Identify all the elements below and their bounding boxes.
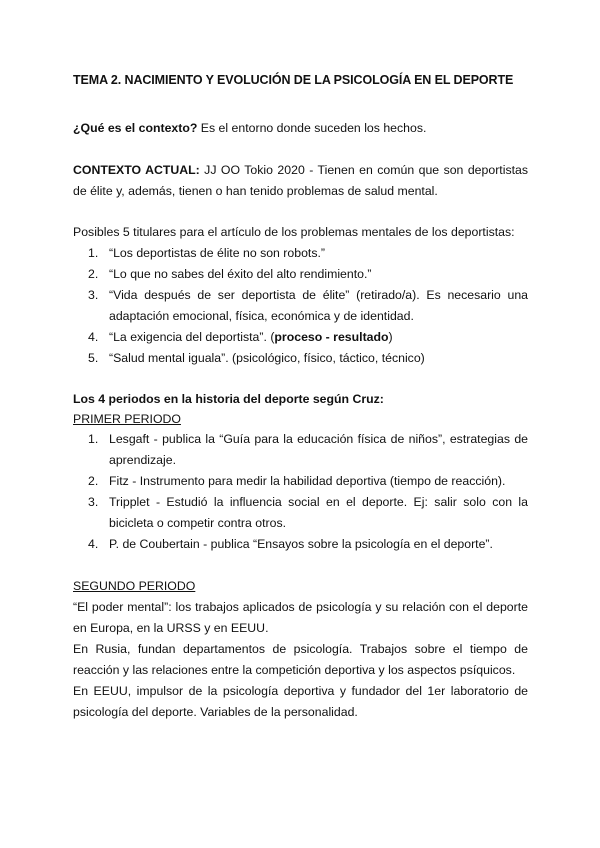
segundo-periodo-paragraph: “El poder mental”: los trabajos aplicados de psicología y su relación con el deporte en Europa, en la URSS y en EEUU. xyxy=(73,600,528,635)
list-item: 4. P. de Coubertain - publica “Ensayos sobre la psicología en el deporte”. xyxy=(88,537,493,551)
titulares-list xyxy=(73,243,528,369)
list-item: 3. Tripplet - Estudió la influencia social en el deporte. Ej: salir solo con la bicicleta o competir contra otros. xyxy=(88,495,528,530)
list-item: 4. “La exigencia del deportista”. (proceso - resultado) xyxy=(88,330,393,344)
segundo-periodo-paragraph: En EEUU, impulsor de la psicología deportiva y fundador del 1er laboratorio de psicología del deporte. Variables de la personalidad. xyxy=(73,684,528,719)
contexto-paragraph xyxy=(73,118,528,139)
periodos-heading: Los 4 periodos en la historia del deporte según Cruz: xyxy=(73,392,384,406)
primer-periodo-list xyxy=(73,429,528,555)
segundo-periodo-label: SEGUNDO PERIODO xyxy=(73,579,196,593)
list-item: 5. “Salud mental iguala”. (psicológico, físico, táctico, técnico) xyxy=(88,351,425,365)
contexto-actual-text: JJ OO Tokio 2020 - Tienen en común que son deportistas de élite y, además, tienen o han tenido problemas de salud mental. xyxy=(73,163,528,198)
list-item: 2. “Lo que no sabes del éxito del alto rendimiento.” xyxy=(88,267,372,281)
list-item: 3. “Vida después de ser deportista de élite” (retirado/a). Es necesario una adaptación emocional, física, económica y de identidad. xyxy=(88,288,528,323)
primer-periodo-label: PRIMER PERIODO xyxy=(73,412,181,426)
titulares-intro: Posibles 5 titulares para el artículo de los problemas mentales de los deportistas: xyxy=(73,225,515,239)
segundo-periodo-paragraph: En Rusia, fundan departamentos de psicología. Trabajos sobre el tiempo de reacción y las relaciones entre la competición deportiva y los aspectos psíquicos. xyxy=(73,642,528,677)
contexto-answer: Es el entorno donde suceden los hechos. xyxy=(197,121,427,135)
list-item: 1. “Los deportistas de élite no son robots.” xyxy=(88,246,326,260)
page-title: TEMA 2. NACIMIENTO Y EVOLUCIÓN DE LA PSICOLOGÍA EN EL DEPORTE xyxy=(73,73,514,87)
contexto-actual-paragraph xyxy=(73,160,528,202)
contexto-question: ¿Qué es el contexto? xyxy=(73,121,198,135)
list-item: 2. Fitz - Instrumento para medir la habilidad deportiva (tiempo de reacción). xyxy=(88,474,506,488)
list-item: 1. Lesgaft - publica la “Guía para la educación física de niños”, estrategias de aprendizaje. xyxy=(88,432,528,467)
contexto-actual-label: CONTEXTO ACTUAL: xyxy=(73,163,200,177)
